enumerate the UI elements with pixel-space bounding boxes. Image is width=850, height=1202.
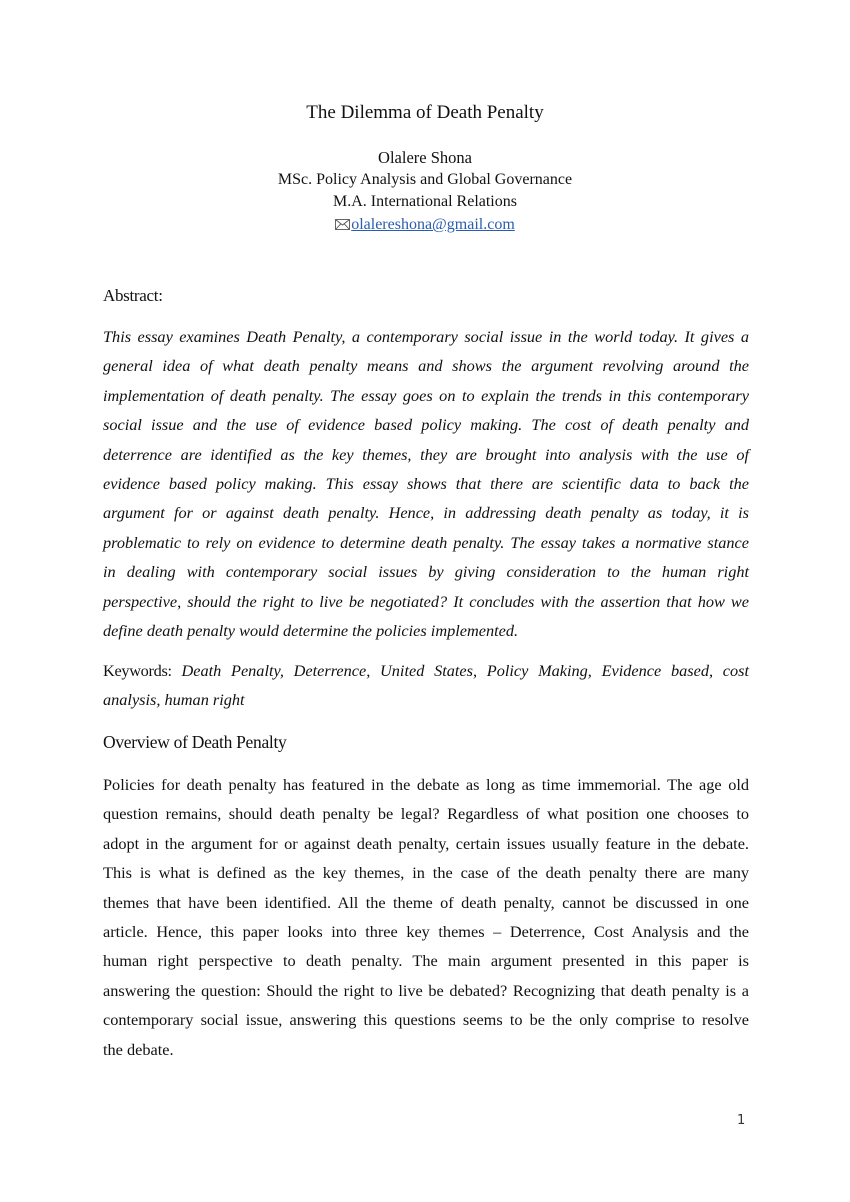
- abstract-line: in dealing with contemporary social issues by giving consideration to the human right: [103, 562, 749, 582]
- overview-line: contemporary social issue, answering this questions seems to be the only comprise to resolve: [103, 1010, 749, 1030]
- abstract-line: general idea of what death penalty means and shows the argument revolving around the: [103, 356, 749, 376]
- overview-line: question remains, should death penalty be legal? Regardless of what position one chooses to: [103, 804, 749, 824]
- abstract-line: deterrence are identified as the key themes, they are brought into analysis with the use of: [103, 444, 749, 464]
- email-row: [0, 216, 850, 234]
- overview-line: This is what is defined as the key themes, in the case of the death penalty there are many: [103, 863, 749, 883]
- abstract-line: argument for or against death penalty. Hence, in addressing death penalty as today, it is: [103, 503, 749, 523]
- overview-body: [103, 770, 749, 1064]
- abstract-line: social issue and the use of evidence based policy making. The cost of death penalty and: [103, 415, 749, 435]
- paper-title: The Dilemma of Death Penalty: [306, 102, 544, 123]
- keywords-list: Death Penalty, Deterrence, United States, Policy Making, Evidence based, cost: [181, 661, 749, 680]
- abstract-line: This essay examines Death Penalty, a contemporary social issue in the world today. It gives a: [103, 327, 749, 346]
- abstract-line: problematic to rely on evidence to determine death penalty. The essay takes a normative stance: [103, 532, 749, 552]
- page-number: 1: [737, 1113, 746, 1128]
- keywords-label: Keywords:: [103, 661, 172, 680]
- envelope-icon: [335, 219, 350, 230]
- abstract-heading: Abstract:: [103, 286, 163, 305]
- abstract-line: define death penalty would determine the policies implemented.: [103, 620, 519, 640]
- overview-line: the debate.: [103, 1039, 174, 1059]
- overview-heading: Overview of Death Penalty: [103, 732, 287, 752]
- overview-line: article. Hence, this paper looks into three key themes – Deterrence, Cost Analysis and the: [103, 921, 749, 941]
- abstract-line: evidence based policy making. This essay shows that there are scientific data to back the: [103, 473, 749, 493]
- overview-line: human right perspective to death penalty. The main argument presented in this paper is: [103, 951, 749, 971]
- overview-line: themes that have been identified. All the theme of death penalty, cannot be discussed in one: [103, 892, 749, 912]
- overview-line: adopt in the argument for or against death penalty, certain issues usually feature in the debate.: [103, 833, 749, 853]
- keywords: [103, 656, 749, 715]
- overview-line: answering the question: Should the right to live be debated? Recognizing that death penalty is a: [103, 980, 749, 1000]
- overview-line: Policies for death penalty has featured in the debate as long as time immemorial. The age old: [103, 775, 749, 794]
- abstract-line: perspective, should the right to live be negotiated? It concludes with the assertion that how we: [103, 591, 749, 611]
- abstract-line: implementation of death penalty. The essay goes on to explain the trends in this contemporary: [103, 385, 749, 405]
- author-name: Olalere Shona: [378, 148, 472, 167]
- affiliation-1: MSc. Policy Analysis and Global Governance: [277, 171, 573, 188]
- keywords-line: [103, 656, 749, 685]
- email-link[interactable]: olalereshona@gmail.com: [351, 216, 515, 233]
- abstract-body: [103, 322, 749, 645]
- keywords-line: analysis, human right: [103, 690, 245, 710]
- affiliation-2: M.A. International Relations: [333, 193, 517, 210]
